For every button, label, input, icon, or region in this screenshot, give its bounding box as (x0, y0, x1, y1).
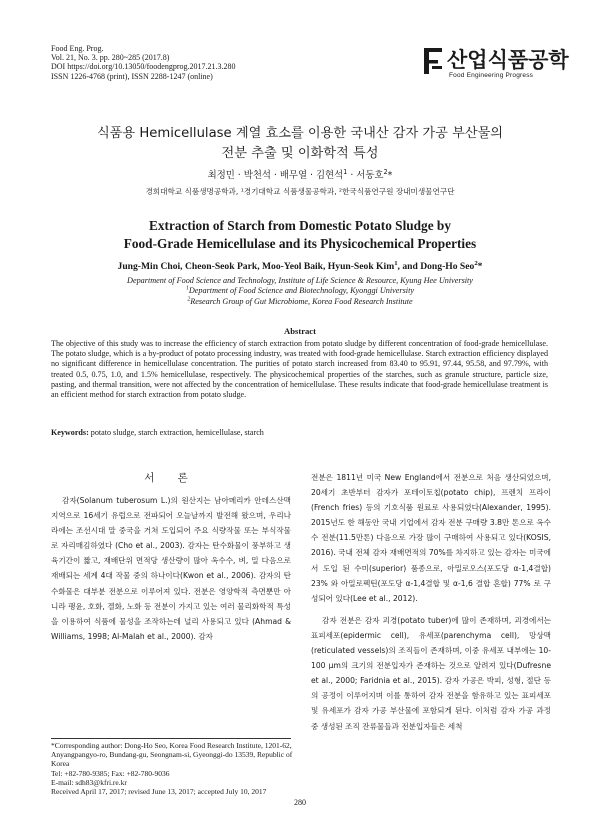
journal-info (51, 44, 236, 81)
abstract-heading: Abstract (284, 326, 316, 336)
korean-title-line-2: 전분 추출 및 이화학적 특성 (221, 146, 379, 161)
journal-volume: Vol. 21, No. 3. pp. 280~285 (2017.8) (51, 53, 170, 63)
body-paragraph: 전분은 1811년 미국 New England에서 전분으로 처음 생산되었으며, 20세기 초반부터 감자가 포테이토칩(potato chip), 프렌치 프라이(French fries) 등의 기호식품 원료로 사용되었다(Alexander, 1995). 2015년도 한 해동안 국내 기업에서 감자 전분 구매량 3.8만 톤으로 옥수수 전분(11.5만톤) 다음으로 가장 많이 구매하여 사용되고 있다(KOSIS, 2016). 국내 전체 감자 재배면적의 70%를 차지하고 있는 감자는 미국에서 도입 된 수미(superior) 품종으로, 아밀로오스(포도당 α-1,4결합) 23% 와 아밀로펙틴(포도당 α-1,4결합 및 α-1,6 결합 혼합) 77% 로 구성되어 있다(Lee et al., 2012). (311, 473, 551, 603)
body-paragraph: 감자 전분은 감자 괴경(potato tuber)에 많이 존재하며, 괴경에서는 표피세포(epidermic cell), 유세포(parenchyma cell), 망상맥(reticulated vessels)의 조직들이 존재하며, 이중 유세포 내부에는 10-100 μm의 크기의 전분입자가 존재하는 것으로 알려져 있다(Dufresne et al., 2000; Faridnia et al., 2015). 감자 가공은 박피, 성형, 절단 등의 공정이 이루어지며 이를 통하여 감자 전분을 함유하고 있는 표피세포 및 유세포가 감자 가공 부산물에 포함되게 된다. 이처럼 감자 가공 과정 중 생성된 조직 잔류물들과 전분입자들은 세척 (311, 615, 551, 731)
journal-issn: ISSN 1226-4768 (print), ISSN 2288-1247 (online) (51, 71, 213, 81)
right-column (311, 470, 551, 734)
journal-name: Food Eng. Prog. (51, 44, 104, 53)
korean-title-line-1: 식품용 Hemicellulase 계열 효소를 이용한 국내산 감자 가공 부산물의 (96, 126, 504, 141)
journal-logo-title: 산업식품공학 (447, 48, 569, 72)
affiliation-mark: 2 (187, 296, 191, 303)
journal-logo (423, 44, 569, 84)
english-author-mark: 2 (474, 259, 478, 267)
corresponding-author: *Corresponding author: Dong-Ho Seo, Korea Food Research Institute, 1201-62, Anyangpangyo-ro, Bundang-gu, Seongnam-si, Gyeonggi-do 13539, Republic of Korea (51, 741, 293, 769)
keywords-label: Keywords: (51, 428, 89, 437)
journal-logo-mark-icon (423, 46, 445, 76)
left-column (51, 470, 291, 644)
english-affiliations (0, 276, 600, 307)
footnote-divider (51, 738, 291, 739)
english-title-line-2: Food-Grade Hemicellulase and its Physicochemical Properties (123, 236, 477, 251)
footnote (51, 741, 296, 796)
contact-email: E-mail: sdh83@kfri.re.kr (51, 777, 127, 787)
keywords-list: potato sludge, starch extraction, hemicellulase, starch (88, 428, 264, 437)
korean-affiliations: 경희대학교 식품생명공학과, ¹경기대학교 식품생물공학과, ²한국식품연구원 장내미생물연구단 (145, 187, 455, 196)
page-number: 280 (294, 798, 306, 807)
section-title: 서 론 (144, 472, 198, 484)
english-affiliation-1: Department of Food Science and Technology, Institute of Life Science & Resource, Kyung Hee University (127, 276, 473, 285)
english-corresponding-mark: * (477, 261, 483, 272)
english-title-line-1: Extraction of Starch from Domestic Potato Sludge by (149, 218, 451, 233)
english-affiliation-3-text: Research Group of Gut Microbiome, Korea Food Research Institute (190, 296, 413, 306)
journal-doi: DOI https://doi.org/10.13050/foodengprog.2017.21.3.280 (51, 62, 236, 72)
contact-phone: Tel: +82-780-9385; Fax: +82-780-9036 (51, 768, 170, 778)
abstract-text: The objective of this study was to increase the efficiency of starch extraction from potato sludge by different concentration of food-grade hemicellulase. The potato sludge, which is a by-product of potato processing industry, was treated with food-grade hemicellulase. Starch extraction efficiency displayed no significant difference in hemicellulase concentration. The purities of potato starch increased from 83.40 to 95.91, 97.44, 95.58, and 97.79%, with treated 0.5, 0.75, 1.0, and 1.5% hemicellulase, respectively. The physicochemical properties of the starches, such as granule structure, particle size, pasting, and thermal transition, were not affected by the concentration of hemicellulase. These results indicate that food-grade hemicellulase treatment is an efficient method for starch extraction from potato sludge. (51, 339, 548, 400)
korean-author-last: · 서동호 (347, 170, 384, 181)
korean-corresponding-mark: * (387, 170, 393, 181)
english-affiliation-2-text: Department of Food Science and Biotechnology, Kyonggi University (188, 286, 414, 296)
korean-authors (0, 167, 600, 181)
body-paragraph: 감자(Solanum tuberosum L.)의 원산지는 남아메리카 안데스산맥 지역으로 16세기 유럽으로 전파되어 오늘날까지 발전해 왔으며, 우리나라에는 조선시대 말 중국을 거쳐 도입되어 주요 식량작물 또는 부식작물로 자리매김하였다 (Cho et al., 2003). 감자는 탄수화물이 풍부하고 생육기간이 짧고, 재배단위 면적당 생산량이 많아 옥수수, 벼, 밀 다음으로 재배되는 세계 4대 작물 중의 하나이다(Kwon et al., 2006). 감자의 탄수화물은 대부분 전분으로 이루어져 있다. 전분은 영양학적 측면뿐만 아니라 팽윤, 호화, 겔화, 노화 등 전분이 가지고 있는 여러 물리화학적 특성을 이용하여 식품에 물성을 조작하는데 널리 사용되고 있다 (Ahmad & Williams, 1998; Al-Malah et al., 2000). 감자 (51, 496, 291, 641)
english-affiliation-3 (0, 297, 600, 307)
keywords (51, 428, 548, 437)
english-affiliation-2 (0, 286, 600, 296)
english-author-last: , and Dong-Ho Seo (397, 261, 475, 272)
korean-author-mark: 2 (383, 167, 388, 176)
english-author-names: Jung-Min Choi, Cheon-Seok Park, Moo-Yeol Baik, Hyun-Seok Kim (117, 261, 395, 272)
english-authors (0, 261, 600, 272)
korean-author-names: 최정민 · 박천석 · 배무열 · 김현석 (207, 170, 344, 181)
korean-author-mark: 1 (343, 167, 348, 176)
english-title (0, 217, 600, 253)
journal-logo-subtitle: Food Engineering Progress (449, 72, 534, 79)
affiliation-mark: 1 (186, 285, 189, 292)
received-dates: Received April 17, 2017; revised June 13, 2017; accepted July 10, 2017 (51, 787, 267, 797)
korean-title (0, 124, 600, 164)
english-author-mark: 1 (394, 259, 398, 267)
